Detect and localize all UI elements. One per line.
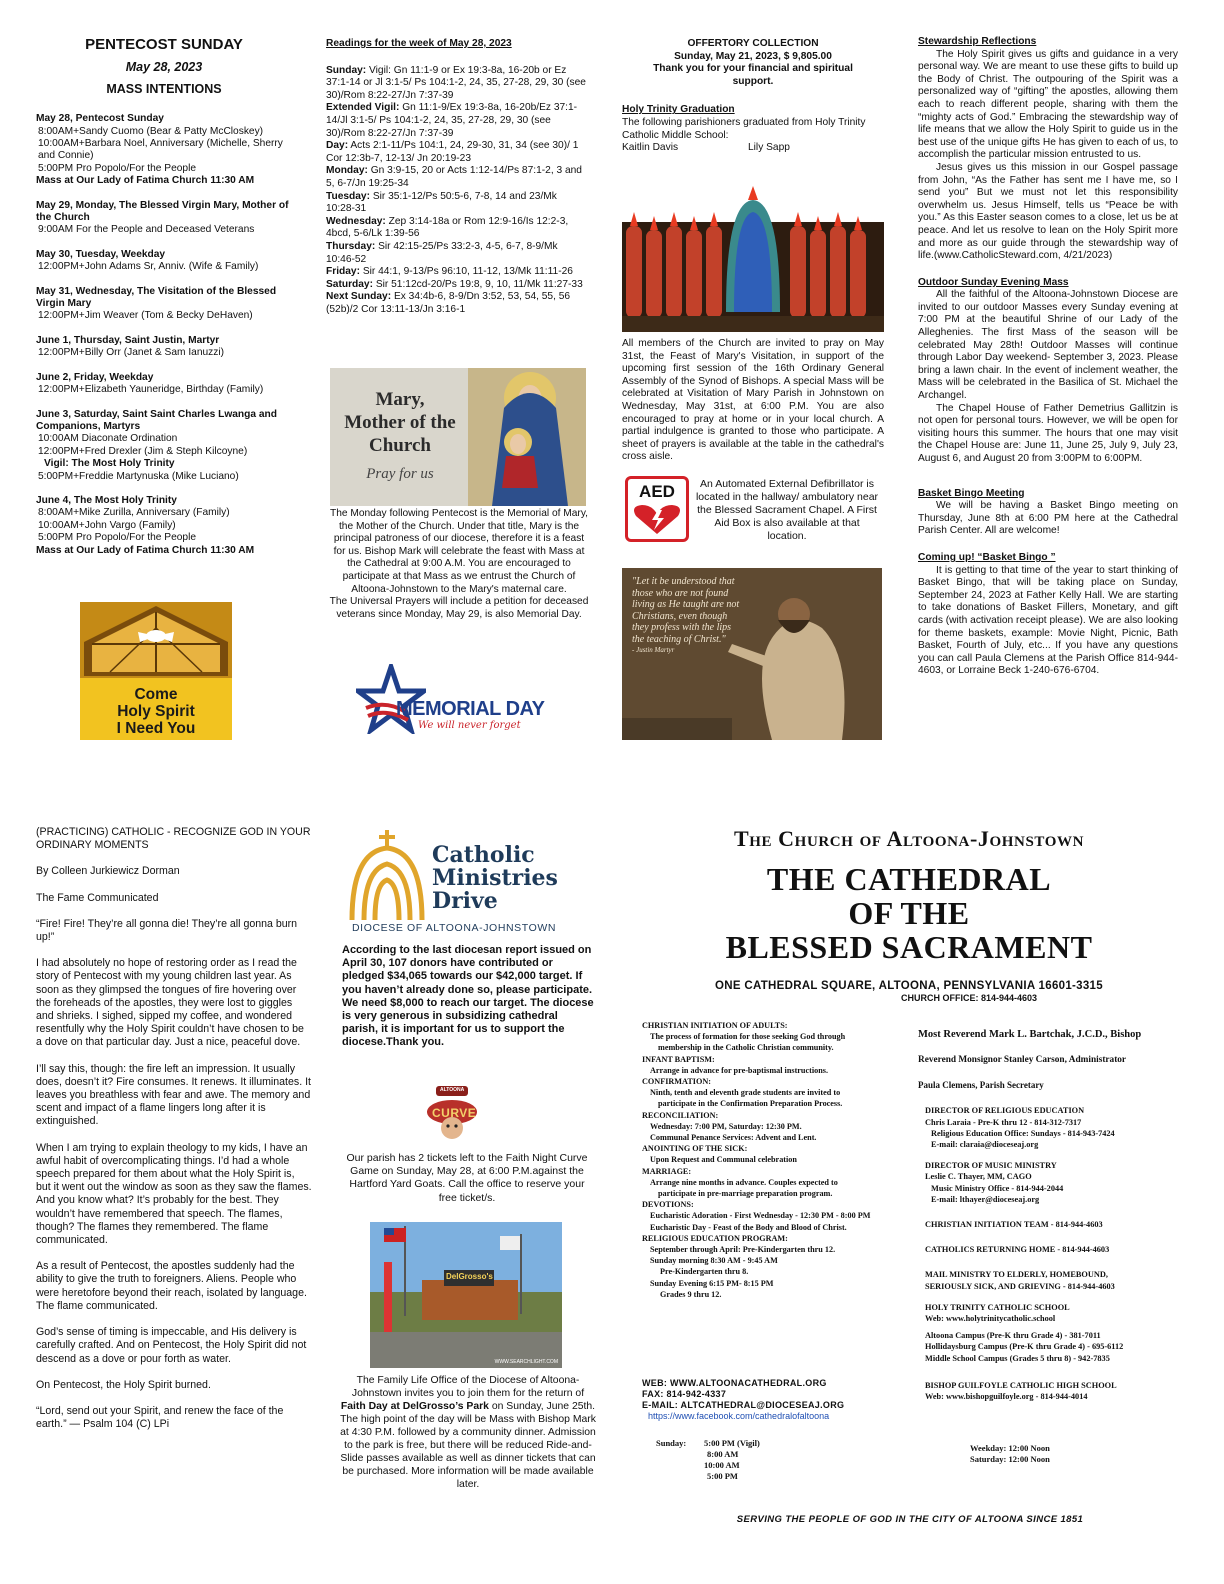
poster-line-2: Holy Spirit bbox=[117, 703, 195, 720]
sacrament-line: participate in pre-marriage preparation program. bbox=[658, 1189, 833, 1199]
quote-line: "Let it be understood that bbox=[632, 576, 735, 587]
mass-intention-day: June 3, Saturday, Saint Saint Charles Lwanga and Companions, Martyrs bbox=[36, 408, 277, 432]
mass-intention-day: May 31, Wednesday, The Visitation of the Blessed Virgin Mary bbox=[36, 285, 277, 310]
mass-intention-line: 12:00PM+John Adams Sr, Anniv. (Wife & Family) bbox=[38, 261, 259, 273]
graduation-text: The following parishioners graduated from Holy Trinity Catholic Middle School: bbox=[622, 116, 866, 141]
sunday-label: Sunday: bbox=[656, 1438, 687, 1448]
htcs-web: Web: www.holytrinitycatholic.school bbox=[925, 1314, 1056, 1324]
offertory-column bbox=[622, 38, 884, 155]
mass-intention-line: 12:00PM+Elizabeth Yauneridge, Birthday (Family) bbox=[38, 384, 264, 396]
facebook-link[interactable]: https://www.facebook.com/cathedralofaltoona bbox=[648, 1411, 830, 1421]
reading-day: Tuesday: bbox=[326, 190, 370, 202]
masthead-footer: SERVING THE PEOPLE OF GOD IN THE CITY OF ALTOONA SINCE 1851 bbox=[736, 1514, 1084, 1525]
mary-image-line-4: Pray for us bbox=[366, 466, 434, 482]
contact-block bbox=[642, 1378, 922, 1422]
dre-line: Chris Laraia - Pre-K thru 12 - 814-312-7317 bbox=[925, 1117, 1082, 1127]
mass-intention-line: 8:00AM+Mike Zurilla, Anniversary (Family) bbox=[38, 507, 230, 519]
sacrament-heading: CONFIRMATION: bbox=[642, 1077, 711, 1087]
mass-intention-line: 5:00PM+Freddie Martynuska (Mike Luciano) bbox=[38, 470, 239, 482]
article-paragraph: On Pentecost, the Holy Spirit burned. bbox=[36, 1378, 211, 1391]
mary-mother-image bbox=[330, 368, 586, 506]
sunday-time: 10:00 AM bbox=[704, 1460, 740, 1470]
sacrament-line: Sunday Evening 6:15 PM- 8:15 PM bbox=[650, 1278, 774, 1288]
fax-number: FAX: 814-942-4337 bbox=[642, 1389, 727, 1399]
curve-logo bbox=[426, 1084, 478, 1140]
sacrament-heading: ANOINTING OF THE SICK: bbox=[642, 1144, 748, 1154]
cmd-logo-line: Drive bbox=[432, 888, 498, 914]
reading-entry bbox=[326, 102, 588, 140]
article-paragraph: As a result of Pentecost, the apostles suddenly had the ability to give the truth to foreigners. Aliens. People who were heretofore beyond their reach, isolated by language. The flame communicated. bbox=[36, 1260, 307, 1312]
reading-text: Gn 3:9-15, 20 or Acts 1:12-14/Ps 87:1-2, 3 and 5, 6-7/Jn 19:25-34 bbox=[326, 165, 582, 189]
cmd-logo-line: Ministries bbox=[432, 865, 558, 891]
reading-text: Zep 3:14-18a or Rom 12:9-16/Is 12:2-3, 4bcd, 5-6/Lk 1:39-56 bbox=[326, 215, 569, 240]
reading-text: Gn 11:1-9/Ex 19:3-8a, 16-20b/Ez 37:1-14/Jl 3:1-5/ Ps 104:1-2, 24, 35, 27-28, 29, 30 (see 30)/Rom 8:22-27/Jn 7:37-39 bbox=[326, 102, 578, 139]
sacrament-line: Ninth, tenth and eleventh grade students are invited to bbox=[650, 1088, 841, 1098]
quote-attribution: - Justin Martyr bbox=[632, 646, 675, 654]
mary-image-line-2: Mother of the bbox=[344, 412, 456, 433]
offertory-thanks: Thank you for your financial and spiritual support. bbox=[653, 63, 853, 87]
sunday-time: 5:00 PM bbox=[707, 1471, 738, 1481]
cathedral-address: ONE CATHEDRAL SQUARE, ALTOONA, PENNSYLVANIA 16601-3315 bbox=[715, 980, 1103, 992]
sacrament-line: Arrange nine months in advance. Couples expected to bbox=[650, 1177, 838, 1187]
mary-image-line-1: Mary, bbox=[375, 389, 425, 410]
htcs-campus: Middle School Campus (Grades 5 thru 8) - 942-7835 bbox=[925, 1353, 1110, 1363]
reading-day: Wednesday: bbox=[326, 215, 386, 227]
church-of-title: The Church of Altoona-Johnstown bbox=[733, 826, 1085, 851]
sacrament-line: September through April: Pre-Kindergarten thru 12. bbox=[650, 1245, 836, 1255]
synod-text: All members of the Church are invited to pray on May 31st, the Feast of Mary's Visitation, in support of the upcoming first session of the 16th Ordinary General Assembly of the Synod of Bishops. A special Mass will be celebrated at Visitation of Mary Parish in Johnstown on Wednesday, May 31st, at 6:00 P.M. You are also encouraged to pray at home or in your local church. A partial indulgence is granted to those who participate. A sheet of prayers is available at the table in the cathedral's cross aisle. bbox=[622, 338, 884, 463]
article-body bbox=[36, 918, 312, 1432]
sacrament-line: membership in the Catholic Christian community. bbox=[658, 1043, 834, 1053]
reading-day: Next Sunday: bbox=[326, 291, 392, 303]
memorial-day-logo bbox=[356, 664, 556, 740]
cmd-logo-line: Catholic bbox=[432, 842, 535, 868]
cathedral-title-line: THE CATHEDRAL bbox=[766, 861, 1052, 897]
memorial-petition-caption: The Universal Prayers will include a petition for deceased veterans since Monday, May 29, is also Memorial Day. bbox=[329, 596, 589, 620]
dove-window-icon bbox=[80, 602, 232, 678]
offertory-block bbox=[622, 38, 884, 88]
mary-caption-block bbox=[328, 508, 590, 621]
synod-block bbox=[622, 338, 884, 464]
mass-intentions-column bbox=[36, 36, 292, 569]
sacrament-line: Wednesday: 7:00 PM, Saturday: 12:30 PM. bbox=[650, 1121, 802, 1131]
catholics-returning: CATHOLICS RETURNING HOME - 814-944-4603 bbox=[925, 1245, 1110, 1255]
poster-line-1: Come bbox=[134, 686, 178, 703]
memorial-day-subtitle: We will never forget bbox=[418, 720, 521, 731]
weekday-schedule bbox=[970, 1443, 1050, 1465]
reading-entry bbox=[326, 241, 588, 266]
mass-intention-entry bbox=[36, 286, 292, 323]
mail-ministry-line: SERIOUSLY SICK, AND GRIEVING - 814-944-4603 bbox=[925, 1281, 1115, 1291]
chapel-house-paragraph: The Chapel House of Father Demetrius Gallitzin is not open for personal tours. However, we will be open for visiting hours this summer. The hours that one may visit the Chapel House are: June 11, June 25, July 9, July 23, August 6, and August 20 from 3:00PM to 6:00PM. bbox=[918, 402, 1178, 464]
mass-intention-line: 10:00AM+John Vargo (Family) bbox=[38, 519, 176, 531]
reading-day: Day: bbox=[326, 140, 349, 152]
basket-bingo-paragraph: It is getting to that time of the year to start thinking of Basket Bingo, that will be taking place on Sunday, September 24, 2023 at Father Kelly Hall. We are starting to take donations of Basket Fillers, Monetary, and gift cards (with activation receipt please). We are also looking for theme baskets, example: Movie Night, Picnic, Bath Basket, Fourth of July, etc... If you have any questions you can call Paula Clemens at the Parish Office 814-944-4603, or Lorraine Beck 1-240-676-6704. bbox=[918, 564, 1178, 677]
madonna-icon bbox=[468, 368, 586, 506]
reading-day: Sunday: bbox=[326, 64, 367, 76]
quote-line: Christians, even though bbox=[632, 610, 728, 622]
article-paragraph: When I am trying to explain theology to my kids, I have an awful habit of overcomplicating things. I’d had a whole speech prepared for them about what the Holy Spirit is, but it went out the window as soon as they saw the flames. And you know what? It’s probably for the best. They wouldn’t have remembered that speech. The flames, though? The flames they remembered. The flame communicated. bbox=[36, 1141, 312, 1247]
sacrament-heading: RECONCILIATION: bbox=[642, 1110, 719, 1120]
mass-intention-day: June 1, Thursday, Saint Justin, Martyr bbox=[36, 334, 220, 346]
bingo-meeting-heading: Basket Bingo Meeting bbox=[918, 487, 1025, 499]
sacrament-line: Eucharistic Adoration - First Wednesday - 12:30 PM - 8:00 PM bbox=[650, 1211, 871, 1221]
mass-intentions-heading: MASS INTENTIONS bbox=[106, 81, 222, 96]
dre-line: E-mail: claraia@dioceseaj.org bbox=[931, 1140, 1039, 1150]
sacrament-heading: CHRISTIAN INITIATION OF ADULTS: bbox=[642, 1021, 788, 1030]
website-link[interactable]: WEB: WWW.ALTOONACATHEDRAL.ORG bbox=[642, 1378, 827, 1388]
sacrament-line: Communal Penance Services: Advent and Lent. bbox=[650, 1133, 817, 1143]
article-paragraph: God’s sense of timing is impeccable, and His delivery is carefully crafted. And on Pentecost, the Holy Spirit did not descend as a dove or pour forth as water. bbox=[36, 1326, 307, 1365]
sacrament-line: Grades 9 thru 12. bbox=[660, 1289, 722, 1299]
article-byline: By Colleen Jurkiewicz Dorman bbox=[36, 865, 180, 878]
reading-day: Monday: bbox=[326, 165, 368, 177]
secretary-name: Paula Clemens, Parish Secretary bbox=[918, 1080, 1044, 1091]
practicing-catholic-article bbox=[36, 826, 312, 1444]
sacrament-line: Upon Request and Communal celebration bbox=[650, 1155, 797, 1165]
htcs-campus: Hollidaysburg Campus (Pre-K thru Grade 4) - 695-6112 bbox=[925, 1342, 1124, 1352]
bishop-name: Most Reverend Mark L. Bartchak, J.C.D., Bishop bbox=[918, 1029, 1142, 1040]
sacrament-line: Pre-Kindergarten thru 8. bbox=[660, 1267, 749, 1277]
mass-intention-entry bbox=[36, 113, 292, 187]
holy-spirit-poster bbox=[80, 602, 232, 740]
quote-line: they profess with the lips bbox=[632, 622, 732, 633]
mass-intention-vigil: Vigil: The Most Holy Trinity bbox=[44, 458, 175, 470]
graduate-name: Lily Sapp bbox=[748, 142, 790, 154]
mass-intention-day: June 2, Friday, Weekday bbox=[36, 371, 154, 383]
music-line: Music Ministry Office - 814-944-2044 bbox=[931, 1183, 1064, 1193]
graduation-heading: Holy Trinity Graduation bbox=[622, 104, 735, 116]
faith-day bbox=[340, 1374, 596, 1491]
aed-label: AED bbox=[639, 482, 675, 501]
outdoor-mass-heading: Outdoor Sunday Evening Mass bbox=[918, 276, 1069, 288]
curve-tickets bbox=[344, 1152, 590, 1205]
sacrament-heading: RELIGIOUS EDUCATION PROGRAM: bbox=[642, 1233, 788, 1243]
sacrament-heading: MARRIAGE: bbox=[642, 1166, 692, 1176]
dre-line: Religious Education Office: Sundays - 814-943-7424 bbox=[931, 1128, 1115, 1138]
mary-image-line-3: Church bbox=[369, 435, 431, 456]
mass-intention-day: June 4, The Most Holy Trinity bbox=[36, 494, 177, 506]
cathedral-title-line: BLESSED SACRAMENT bbox=[725, 929, 1093, 965]
reading-entry bbox=[326, 266, 588, 279]
stewardship-column bbox=[918, 36, 1178, 678]
sunday-time: 5:00 PM (Vigil) bbox=[704, 1438, 760, 1448]
park-sign: DelGrosso's bbox=[446, 1272, 493, 1281]
stewardship-heading: Stewardship Reflections bbox=[918, 36, 1037, 47]
mary-caption: The Monday following Pentecost is the Memorial of Mary, the Mother of the Church. Under that title, Mary is the principal patroness of our diocese, therefore it is a feast for us. Bishop Mark will celebrate the feast with Mass at the Cathedral at 9:00 A.M. You are encouraged to participate at that Mass as we entrust the Church of Altoona-Johnstown to the Mary's maternal care. bbox=[329, 508, 588, 595]
aed-block bbox=[694, 478, 880, 543]
sacrament-heading: DEVOTIONS: bbox=[642, 1200, 694, 1210]
reading-entry bbox=[326, 279, 588, 292]
graduation-names bbox=[622, 142, 884, 155]
reading-day: Saturday: bbox=[326, 278, 373, 290]
aed-sign bbox=[625, 476, 689, 542]
sacrament-line: Arrange in advance for pre-baptismal instructions. bbox=[650, 1065, 829, 1075]
article-subtitle: The Fame Communicated bbox=[36, 891, 159, 904]
curve-label: CURVE bbox=[432, 1106, 477, 1120]
church-arch-icon bbox=[344, 830, 434, 924]
reading-day: Thursday: bbox=[326, 240, 376, 252]
dre-heading: DIRECTOR OF RELIGIOUS EDUCATION bbox=[925, 1106, 1085, 1116]
quote-line: living as He taught are not bbox=[632, 599, 740, 610]
mass-location-note: Mass at Our Lady of Fatima Church 11:30 AM bbox=[36, 175, 255, 187]
mass-location-note: Mass at Our Lady of Fatima Church 11:30 AM bbox=[36, 544, 255, 556]
staff-directory bbox=[918, 1028, 1188, 1402]
poster-line-3: I Need You bbox=[116, 720, 196, 737]
mass-intention-day: May 30, Tuesday, Weekday bbox=[36, 248, 166, 260]
memorial-day-title: MEMORIAL DAY bbox=[396, 698, 545, 720]
basket-bingo-heading: Coming up! “Basket Bingo ” bbox=[918, 551, 1056, 563]
sacraments-list bbox=[642, 1020, 922, 1300]
mass-intention-entry bbox=[36, 335, 292, 360]
curve-tickets-text: Our parish has 2 tickets left to the Faith Night Curve Game on Sunday, May 28, at 6:00 P.M.against the Hartford Yard Goats. Call the office to reserve your free ticket/s. bbox=[346, 1152, 588, 1204]
reading-entry bbox=[326, 165, 588, 190]
mass-intention-entry bbox=[36, 495, 292, 557]
sacrament-line: Sunday morning 8:30 AM - 9:45 AM bbox=[650, 1256, 778, 1266]
sunday-schedule bbox=[656, 1438, 760, 1482]
music-heading: DIRECTOR OF MUSIC MINISTRY bbox=[925, 1161, 1057, 1171]
reading-text: Sir 44:1, 9-13/Ps 96:10, 11-12, 13/Mk 11:11-26 bbox=[362, 266, 573, 278]
mass-intention-line: 12:00PM+Jim Weaver (Tom & Becky DeHaven) bbox=[38, 310, 253, 322]
park-photo-credit: WWW.SEARCHLIGHT.COM bbox=[494, 1359, 558, 1365]
cathedral-masthead bbox=[630, 826, 1188, 1003]
mass-intention-day: May 29, Monday, The Blessed Virgin Mary, Mother of the Church bbox=[36, 199, 289, 224]
email-link[interactable]: E-MAIL: ALTCATHEDRAL@DIOCESEAJ.ORG bbox=[642, 1400, 845, 1410]
sacrament-line: participate in the Confirmation Preparation Process. bbox=[658, 1099, 843, 1109]
htcs-campus: Altoona Campus (Pre-K thru Grade 4) - 381-7011 bbox=[925, 1331, 1101, 1341]
saturday-time: Saturday: 12:00 Noon bbox=[970, 1454, 1050, 1464]
stewardship-paragraph: Jesus gives us this mission in our Gospel passage from John, “As the Father has sent me I have me, so I send you” But we must not let this responsibility overwhelm us. Jesus Himself, tells us “Peace be with you.” As this Easter season comes to a close, let us be at peace. And let us resolve to lean on the Holy Spirit more and more as our guide through the stewardship way of life.(www.CatholicSteward.com, 4/21/2023) bbox=[918, 161, 1178, 262]
mass-intentions-list bbox=[36, 113, 292, 557]
faith-day-details: on Sunday, June 25th. The high point of the day will be Mass with Bishop Mark at 4:30 P.M. followed by a community dinner. Admission to the park is free, but there will be reduced Ride-and-Slide passes available as well as dinner tickets that can be purchased. More information will be made available later. bbox=[340, 1401, 596, 1490]
reading-entry bbox=[326, 216, 588, 241]
sacrament-heading: INFANT BAPTISM: bbox=[642, 1054, 715, 1064]
faith-day-intro: The Family Life Office of the Diocese of Altoona-Johnstown invites you to join them for the return of bbox=[351, 1375, 585, 1399]
sacrament-line: Eucharistic Day - Feast of the Body and Blood of Christ. bbox=[650, 1222, 847, 1232]
delgrosso-park-photo bbox=[370, 1222, 562, 1368]
cmd-logo-subtitle: DIOCESE OF ALTOONA-JOHNSTOWN bbox=[352, 922, 557, 934]
readings-list bbox=[326, 65, 588, 317]
mail-ministry-line: MAIL MINISTRY TO ELDERLY, HOMEBOUND, bbox=[925, 1270, 1108, 1280]
article-paragraph: I had absolutely no hope of restoring order as I read the story of Pentecost with my young children last year. As soon as they glimpsed the tongues of fire hovering over the foreheads of the apostles, they were lost to giggles and shrieks. I sighed, sipped my coffee, and wondered resentfully why the Holy Spirit couldn’t have chosen to be a dove on that particular day. Just a nice, peaceful dove. bbox=[36, 957, 304, 1049]
offertory-title: OFFERTORY COLLECTION bbox=[687, 38, 819, 49]
reading-entry bbox=[326, 65, 588, 103]
weekday-time: Weekday: 12:00 Noon bbox=[970, 1443, 1050, 1453]
reading-entry bbox=[326, 291, 588, 316]
mass-intention-line: 10:00AM Diaconate Ordination bbox=[38, 433, 178, 445]
sunday-time: 8:00 AM bbox=[707, 1449, 739, 1459]
stewardship-paragraph: The Holy Spirit gives us gifts and guidance in a very personal way. We are meant to use these gifts to build up the Body of Christ. The outpouring of the Spirit was a personalized way of “gifting” the apostles, allowing them each to reach different people, sharing with them the “mighty acts of God.” Embracing the stewardship way of life means that we allow the Holy Spirit to guide us in the best use of the unique gifts He has given to each of us, to accomplish the particular mission entrusted to us. bbox=[918, 48, 1178, 161]
park-scene-icon bbox=[370, 1222, 562, 1368]
graduate-name: Kaitlin Davis bbox=[622, 142, 679, 154]
music-line: Leslie C. Thayer, MM, CAGO bbox=[925, 1172, 1032, 1182]
catholic-ministries-drive-logo bbox=[344, 830, 590, 938]
mass-intention-entry bbox=[36, 372, 292, 397]
curve-top-text: ALTOONA bbox=[440, 1087, 465, 1093]
quote-line: the teaching of Christ." bbox=[632, 633, 726, 645]
heart-bolt-icon bbox=[628, 502, 686, 536]
bingo-meeting-paragraph: We will be having a Basket Bingo meeting on Thursday, June 8th at 6:00 PM here at the Cathedral Parish Center. All are welcome! bbox=[918, 500, 1178, 537]
reading-entry bbox=[326, 191, 588, 216]
article-title: (PRACTICING) CATHOLIC - RECOGNIZE GOD IN YOUR ORDINARY MOMENTS bbox=[36, 826, 311, 852]
offertory-amount: Sunday, May 21, 2023, $ 9,805.00 bbox=[674, 50, 832, 62]
readings-column bbox=[326, 38, 588, 316]
reading-day: Friday: bbox=[326, 266, 360, 278]
mass-intention-line: 12:00PM+Fred Drexler (Jim & Steph Kilcoyne) bbox=[38, 445, 248, 457]
mass-intention-entry bbox=[36, 249, 292, 274]
reading-text: Sir 51:12cd-20/Ps 19:8, 9, 10, 11/Mk 11:27-33 bbox=[375, 278, 583, 290]
pentecost-artwork bbox=[622, 182, 884, 332]
page-title: PENTECOST SUNDAY bbox=[85, 36, 243, 53]
church-office-phone: CHURCH OFFICE: 814-944-4603 bbox=[900, 993, 1038, 1003]
reading-text: Sir 42:15-25/Ps 33:2-3, 4-5, 6-7, 8-9/Mk 10:46-52 bbox=[326, 240, 558, 265]
mass-intention-line: 12:00PM+Billy Orr (Janet & Sam Ianuzzi) bbox=[38, 347, 224, 359]
htcs-heading: HOLY TRINITY CATHOLIC SCHOOL bbox=[925, 1302, 1070, 1312]
mass-intention-line: 8:00AM+Sandy Cuomo (Bear & Patty McCloskey) bbox=[38, 125, 264, 137]
reading-text: Acts 2:1-11/Ps 104:1, 24, 29-30, 31, 34 (see 30)/ 1 Cor 12:3b-7, 12-13/ Jn 20:19-23 bbox=[326, 140, 579, 164]
bishop-guilfoyle-web: Web: www.bishopguilfoyle.org - 814-944-4014 bbox=[925, 1392, 1088, 1402]
faith-day-title: Faith Day at DelGrosso’s Park bbox=[340, 1401, 489, 1412]
mass-intention-line: 10:00AM+Barbara Noel, Anniversary (Michelle, Sherry and Connie) bbox=[38, 138, 283, 162]
initiation-team: CHRISTIAN INITIATION TEAM - 814-944-4603 bbox=[925, 1220, 1103, 1230]
mass-intention-line: 9:00AM For the People and Deceased Veterans bbox=[38, 224, 255, 236]
aed-text: An Automated External Defibrillator is located in the hallway/ ambulatory near the Blessed Sacrament Chapel. A First Aid Box is also available at that location. bbox=[695, 478, 879, 542]
cmd-report bbox=[342, 944, 594, 1050]
article-paragraph: “Lord, send out your Spirit, and renew the face of the earth.” — Psalm 104 (C) LPi bbox=[36, 1404, 284, 1431]
cathedral-title-line: OF THE bbox=[848, 895, 970, 931]
cmd-report-text: According to the last diocesan report issued on April 30, 107 donors have contributed or pledged $34,065 towards our $42,000 target. If you haven’t already done so, please participate. We need $8,000 to reach our target. The diocese is very generous in subsidizing cathedral parish, it is important for us to support the diocese.Thank you. bbox=[342, 944, 594, 1049]
administrator-name: Reverend Monsignor Stanley Carson, Administrator bbox=[918, 1055, 1127, 1065]
apostles-figures-icon bbox=[622, 182, 884, 332]
justin-martyr-image bbox=[622, 568, 882, 740]
article-paragraph: “Fire! Fire! They’re all gonna die! They’re all gonna burn up!” bbox=[36, 917, 298, 944]
mass-intention-entry bbox=[36, 409, 292, 483]
mass-intention-entry bbox=[36, 200, 292, 237]
bishop-guilfoyle-heading: BISHOP GUILFOYLE CATHOLIC HIGH SCHOOL bbox=[925, 1380, 1117, 1390]
mass-intention-line: 5:00PM Pro Popolo/For the People bbox=[38, 532, 197, 544]
page-date: May 28, 2023 bbox=[125, 60, 203, 74]
music-line: E-mail: lthayer@dioceseaj.org bbox=[931, 1194, 1040, 1204]
quote-line: those who are not found bbox=[632, 587, 729, 599]
readings-heading: Readings for the week of May 28, 2023 bbox=[326, 38, 512, 49]
reading-text: Vigil: Gn 11:1-9 or Ex 19:3-8a, 16-20b or Ez 37:1-14 or Jl 3:1-5/ Ps 104:1-2, 24, 35, 27-28, 29, 30 (see 30)/Rom 8:22-27/Jn 7:37-39 bbox=[326, 64, 586, 101]
article-paragraph: I’ll say this, though: the fire left an impression. It usually does, doesn’t it? Fire consumes. It renews. It illuminates. It leaves you breathless with fear and awe. The memory and scent and impact of a flame lingers long after it is extinguished. bbox=[36, 1062, 311, 1128]
sacrament-line: The process of formation for those seeking God through bbox=[650, 1032, 846, 1042]
outdoor-mass-paragraph: All the faithful of the Altoona-Johnstown Diocese are invited to our outdoor Masses every Sunday evening at 7:00 PM at the beautiful Shrine of our Lady of the Alleghenies. The first Mass of the season will be celebrated May 28th! Outdoor Masses will continue through Labor Day weekend- September 3, 2023. Please bring a lawn chair. In the event of inclement weather, the Mass will be celebrated in the Basilica of St. Michael the Archangel. bbox=[918, 289, 1178, 402]
reading-text: Sir 35:1-12/Ps 50:5-6, 7-8, 14 and 23/Mk 10:28-31 bbox=[326, 190, 557, 215]
reading-text: Ex 34:4b-6, 8-9/Dn 3:52, 53, 54, 55, 56 (52b)/2 Cor 13:11-13/Jn 3:16-1 bbox=[326, 291, 571, 315]
reading-day: Extended Vigil: bbox=[326, 102, 400, 114]
mass-intention-day: May 28, Pentecost Sunday bbox=[36, 113, 164, 125]
reading-entry bbox=[326, 140, 588, 165]
mass-intention-line: 5:00PM Pro Popolo/For the People bbox=[38, 162, 197, 174]
